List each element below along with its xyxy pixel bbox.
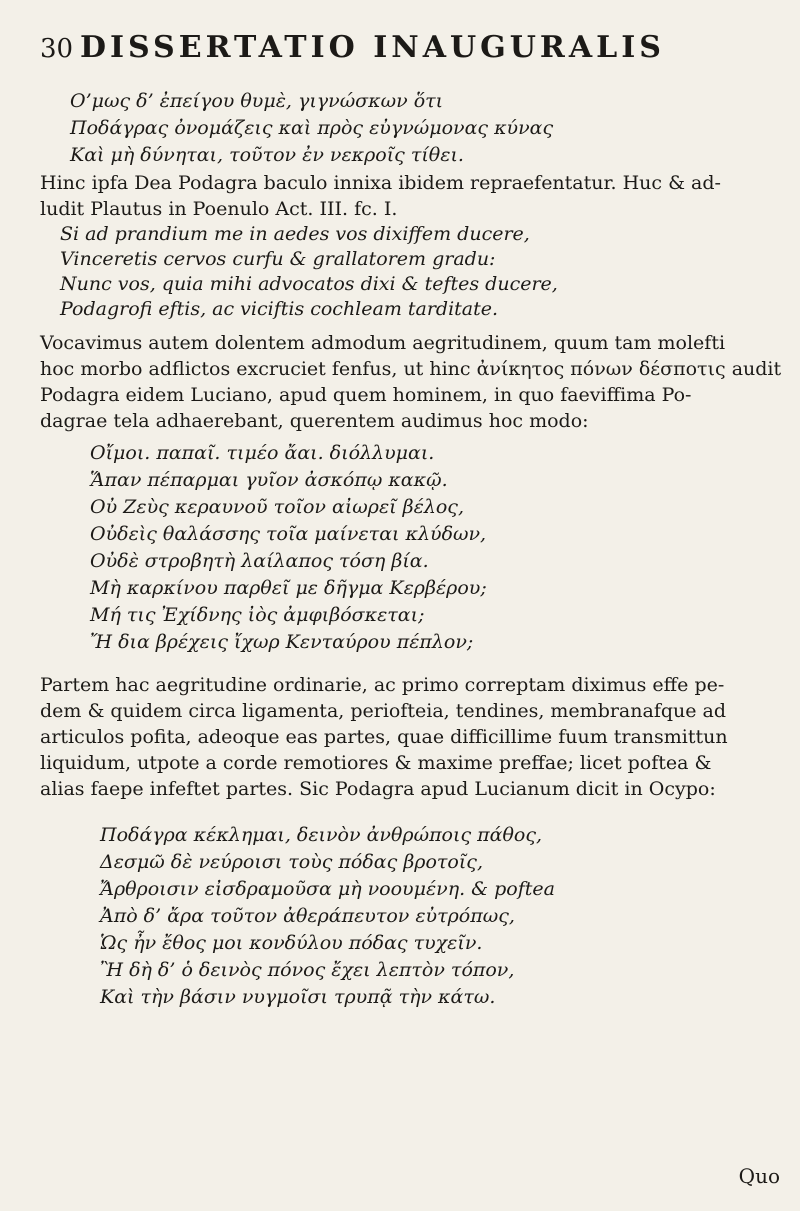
- prose-line: ludit Plautus in Poenulo Act. III. fc. I.: [40, 198, 398, 220]
- verse-line: Vinceretis cervos curfu & grallatorem gradu:: [60, 248, 496, 270]
- prose-line: liquidum, utpote a corde remotiores & maxime preffae; licet poftea &: [40, 752, 712, 774]
- verse-line: Οὐδεὶς θαλάσσης τοῖα μαίνεται κλύδων,: [90, 523, 487, 545]
- verse-line: Καὶ τὴν βάσιν νυγμοῖσι τρυπᾷ τὴν κάτω.: [100, 986, 496, 1008]
- greek-verse-1: [0, 88, 800, 169]
- verse-line: Si ad prandium me in aedes vos dixiffem ducere,: [60, 223, 530, 245]
- prose-line: dagrae tela adhaerebant, querentem audimus hoc modo:: [40, 410, 589, 432]
- prose-line: Partem hac aegritudine ordinarie, ac primo correptam diximus effe pe-: [40, 674, 725, 696]
- catchword: Quo: [738, 1164, 780, 1188]
- prose-line: articulos pofita, adeoque eas partes, quae difficillime fuum transmittun: [40, 726, 728, 748]
- verse-line: Ἀπὸ δ’ ἄρα τοῦτον ἀθεράπευτον εὐτρόπως,: [100, 905, 515, 927]
- verse-line: Nunc vos, quia mihi advocatos dixi & teftes ducere,: [60, 273, 558, 295]
- running-title: DISSERTATIO INAUGURALIS: [80, 30, 665, 65]
- verse-line: Μή τις Ἐχίδνης ἰὸς ἀμφιβόσκεται;: [90, 604, 425, 626]
- greek-verse-lucian: [0, 440, 800, 656]
- greek-verse-ocypus: [0, 822, 800, 1011]
- prose-line: hoc morbo adflictos excruciet fenfus, ut hinc ἀνίκητος πόνων δέσποτις audit: [40, 358, 782, 380]
- verse-line: Δεσμῶ δὲ νεύροισι τοὺς πόδας βροτοῖς,: [100, 851, 483, 873]
- verse-line: Ὡς ἦν ἔθος μοι κονδύλου πόδας τυχεῖν.: [100, 932, 483, 954]
- verse-line: Οὐδὲ στροβητὴ λαίλαπος τόση βία.: [90, 550, 429, 572]
- verse-line: Μὴ καρκίνου παρθεῖ με δῆγμα Κερβέρου;: [90, 577, 487, 599]
- verse-line: Ἅπαν πέπαρμαι γυῖον ἀσκόπῳ κακῷ.: [90, 469, 448, 491]
- verse-line: Podagrofi eftis, ac viciftis cochleam tarditate.: [60, 298, 499, 320]
- verse-line: Ἄρθροισιν εἰσδραμοῦσα μὴ νοουμένη. & poftea: [100, 878, 555, 900]
- prose-line: Podagra eidem Luciano, apud quem hominem, in quo faeviffima Po-: [40, 384, 692, 406]
- prose-line: Vocavimus autem dolentem admodum aegritudinem, quum tam molefti: [40, 332, 726, 354]
- verse-line: Ἤ δια βρέχεις ἴχωρ Κενταύρου πέπλον;: [90, 631, 474, 653]
- prose-line: dem & quidem circa ligamenta, periofteia, tendines, membranafque ad: [40, 700, 727, 722]
- verse-line: Καὶ μὴ δύνηται, τοῦτον ἐν νεκροῖς τίθει.: [70, 144, 464, 166]
- page-number: 30: [40, 34, 74, 64]
- latin-verse-plautus: [0, 222, 800, 322]
- verse-line: Οἴμοι. παπαῖ. τιμέο ἄαι. διόλλυμαι.: [90, 442, 435, 464]
- verse-line: O’μως δ’ ἐπείγου θυμὲ, γιγνώσκων ὅτι: [70, 90, 444, 112]
- faint-bleed-through: [300, 0, 390, 28]
- verse-line: Ἢ δὴ δ’ ὁ δεινὸς πόνος ἔχει λεπτὸν τόπον,: [100, 959, 515, 981]
- page-header: [40, 30, 780, 65]
- verse-line: Οὐ Ζεὺς κεραυνοῦ τοῖον αἰωρεῖ βέλος,: [90, 496, 464, 518]
- prose-paragraph-3: [40, 672, 800, 802]
- prose-line: Hinc ipfa Dea Podagra baculo innixa ibidem repraefentatur. Huc & ad-: [40, 172, 721, 194]
- prose-paragraph-2: [40, 330, 800, 434]
- verse-line: Ποδάγρα κέκλημαι, δεινὸν ἀνθρώποις πάθος,: [100, 824, 543, 846]
- prose-line: alias faepe infeftet partes. Sic Podagra apud Lucianum dicit in Ocypo:: [40, 778, 716, 800]
- prose-paragraph-1: [40, 170, 800, 222]
- verse-line: Ποδάγρας ὀνομάζεις καὶ πρὸς εὐγνώμονας κύνας: [70, 117, 554, 139]
